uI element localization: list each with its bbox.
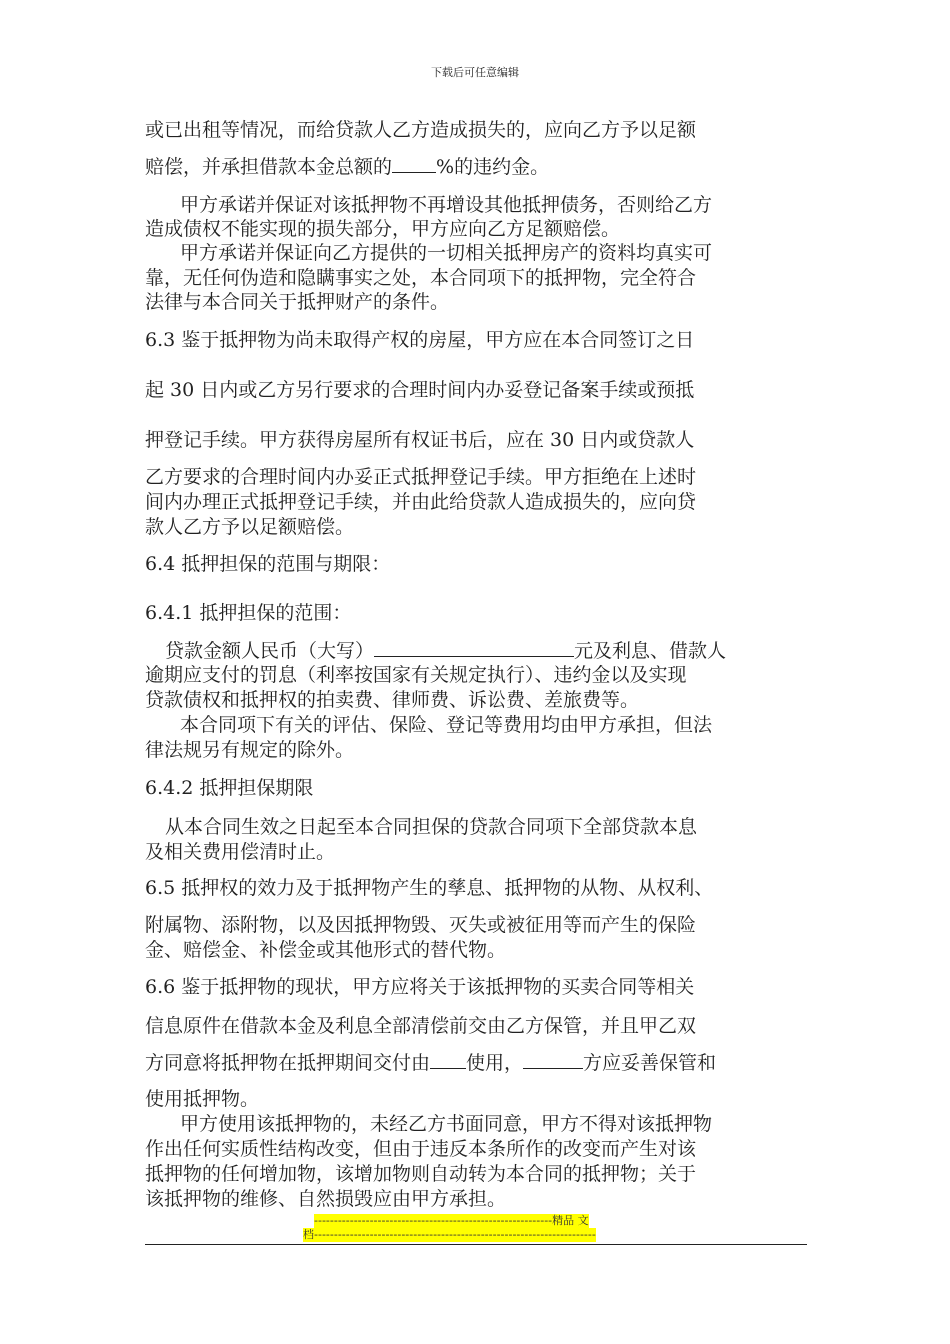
amount-blank <box>374 638 574 657</box>
paragraph-line: 附属物、添附物，以及因抵押物毁、灭失或被征用等而产生的保险 <box>145 914 697 936</box>
section-6-4-2: 6.4.2 抵押担保期限 <box>145 777 314 799</box>
paragraph-line: 使用抵押物。 <box>145 1088 260 1110</box>
paragraph-line: 逾期应支付的罚息（利率按国家有关规定执行）、违约金以及实现 <box>145 664 687 686</box>
paragraph-line: 甲方使用该抵押物的，未经乙方书面同意，甲方不得对该抵押物 <box>180 1113 713 1135</box>
paragraph-line: 贷款债权和抵押权的拍卖费、律师费、诉讼费、差旅费等。 <box>145 689 640 711</box>
footer-divider <box>145 1244 807 1245</box>
paragraph-line: 间内办理正式抵押登记手续，并由此给贷款人造成损失的，应向贷 <box>145 491 697 513</box>
section-6-3: 6.3 鉴于抵押物为尚未取得产权的房屋，甲方应在本合同签订之日 <box>145 329 695 351</box>
paragraph-line: 信息原件在借款本金及利息全部清偿前交由乙方保管，并且甲乙双 <box>145 1015 697 1037</box>
paragraph-line: 方同意将抵押物在抵押期间交付由 使用， 方应妥善保管和 <box>145 1052 717 1074</box>
paragraph-line: 法律与本合同关于抵押财产的条件。 <box>145 291 450 313</box>
page-header: 下载后可任意编辑 <box>431 66 519 79</box>
paragraph-line: 本合同项下有关的评估、保险、登记等费用均由甲方承担，但法 <box>180 714 713 736</box>
paragraph-line: 甲方承诺并保证对该抵押物不再增设其他抵押债务，否则给乙方 <box>180 194 713 216</box>
user-blank <box>430 1050 466 1069</box>
paragraph-line: 乙方要求的合理时间内办妥正式抵押登记手续。甲方拒绝在上述时 <box>145 466 697 488</box>
footer-banner-line1: ------------------------------------------------------------精品 文 <box>314 1214 589 1227</box>
percent-blank <box>392 154 436 173</box>
paragraph-line: 起 30 日内或乙方另行要求的合理时间内办妥登记备案手续或预抵 <box>145 379 695 401</box>
paragraph-line: 律法规另有规定的除外。 <box>145 739 355 761</box>
section-6-5: 6.5 抵押权的效力及于抵押物产生的孳息、抵押物的从物、从权利、 <box>145 877 714 899</box>
paragraph-line: 从本合同生效之日起至本合同担保的贷款合同项下全部贷款本息 <box>165 816 698 838</box>
paragraph-line: 或已出租等情况，而给贷款人乙方造成损失的，应向乙方予以足额 <box>145 119 697 141</box>
section-6-6: 6.6 鉴于抵押物的现状，甲方应将关于该抵押物的买卖合同等相关 <box>145 976 695 998</box>
section-6-4: 6.4 抵押担保的范围与期限： <box>145 553 391 575</box>
section-6-4-1: 6.4.1 抵押担保的范围： <box>145 602 352 624</box>
paragraph-line: 抵押物的任何增加物，该增加物则自动转为本合同的抵押物；关于 <box>145 1163 697 1185</box>
paragraph-line: 贷款金额人民币（大写） 元及利息、借款人 <box>165 640 727 662</box>
paragraph-line: 及相关费用偿清时止。 <box>145 841 336 863</box>
paragraph-line: 甲方承诺并保证向乙方提供的一切相关抵押房产的资料均真实可 <box>180 242 713 264</box>
paragraph-line: 款人乙方予以足额赔偿。 <box>145 516 355 538</box>
paragraph-line: 造成债权不能实现的损失部分，甲方应向乙方足额赔偿。 <box>145 218 621 240</box>
paragraph-line: 该抵押物的维修、自然损毁应由甲方承担。 <box>145 1188 507 1210</box>
paragraph-line: 作出任何实质性结构改变，但由于违反本条所作的改变而产生对该 <box>145 1138 697 1160</box>
party-blank <box>523 1050 583 1069</box>
footer-banner-line2: 档----------------------------------------------------------------------- <box>303 1228 596 1241</box>
paragraph-line: 金、赔偿金、补偿金或其他形式的替代物。 <box>145 939 507 961</box>
paragraph-line: 赔偿，并承担借款本金总额的 %的违约金。 <box>145 156 550 178</box>
paragraph-line: 押登记手续。甲方获得房屋所有权证书后，应在 30 日内或贷款人 <box>145 429 695 451</box>
paragraph-line: 靠，无任何伪造和隐瞒事实之处，本合同项下的抵押物，完全符合 <box>145 267 697 289</box>
